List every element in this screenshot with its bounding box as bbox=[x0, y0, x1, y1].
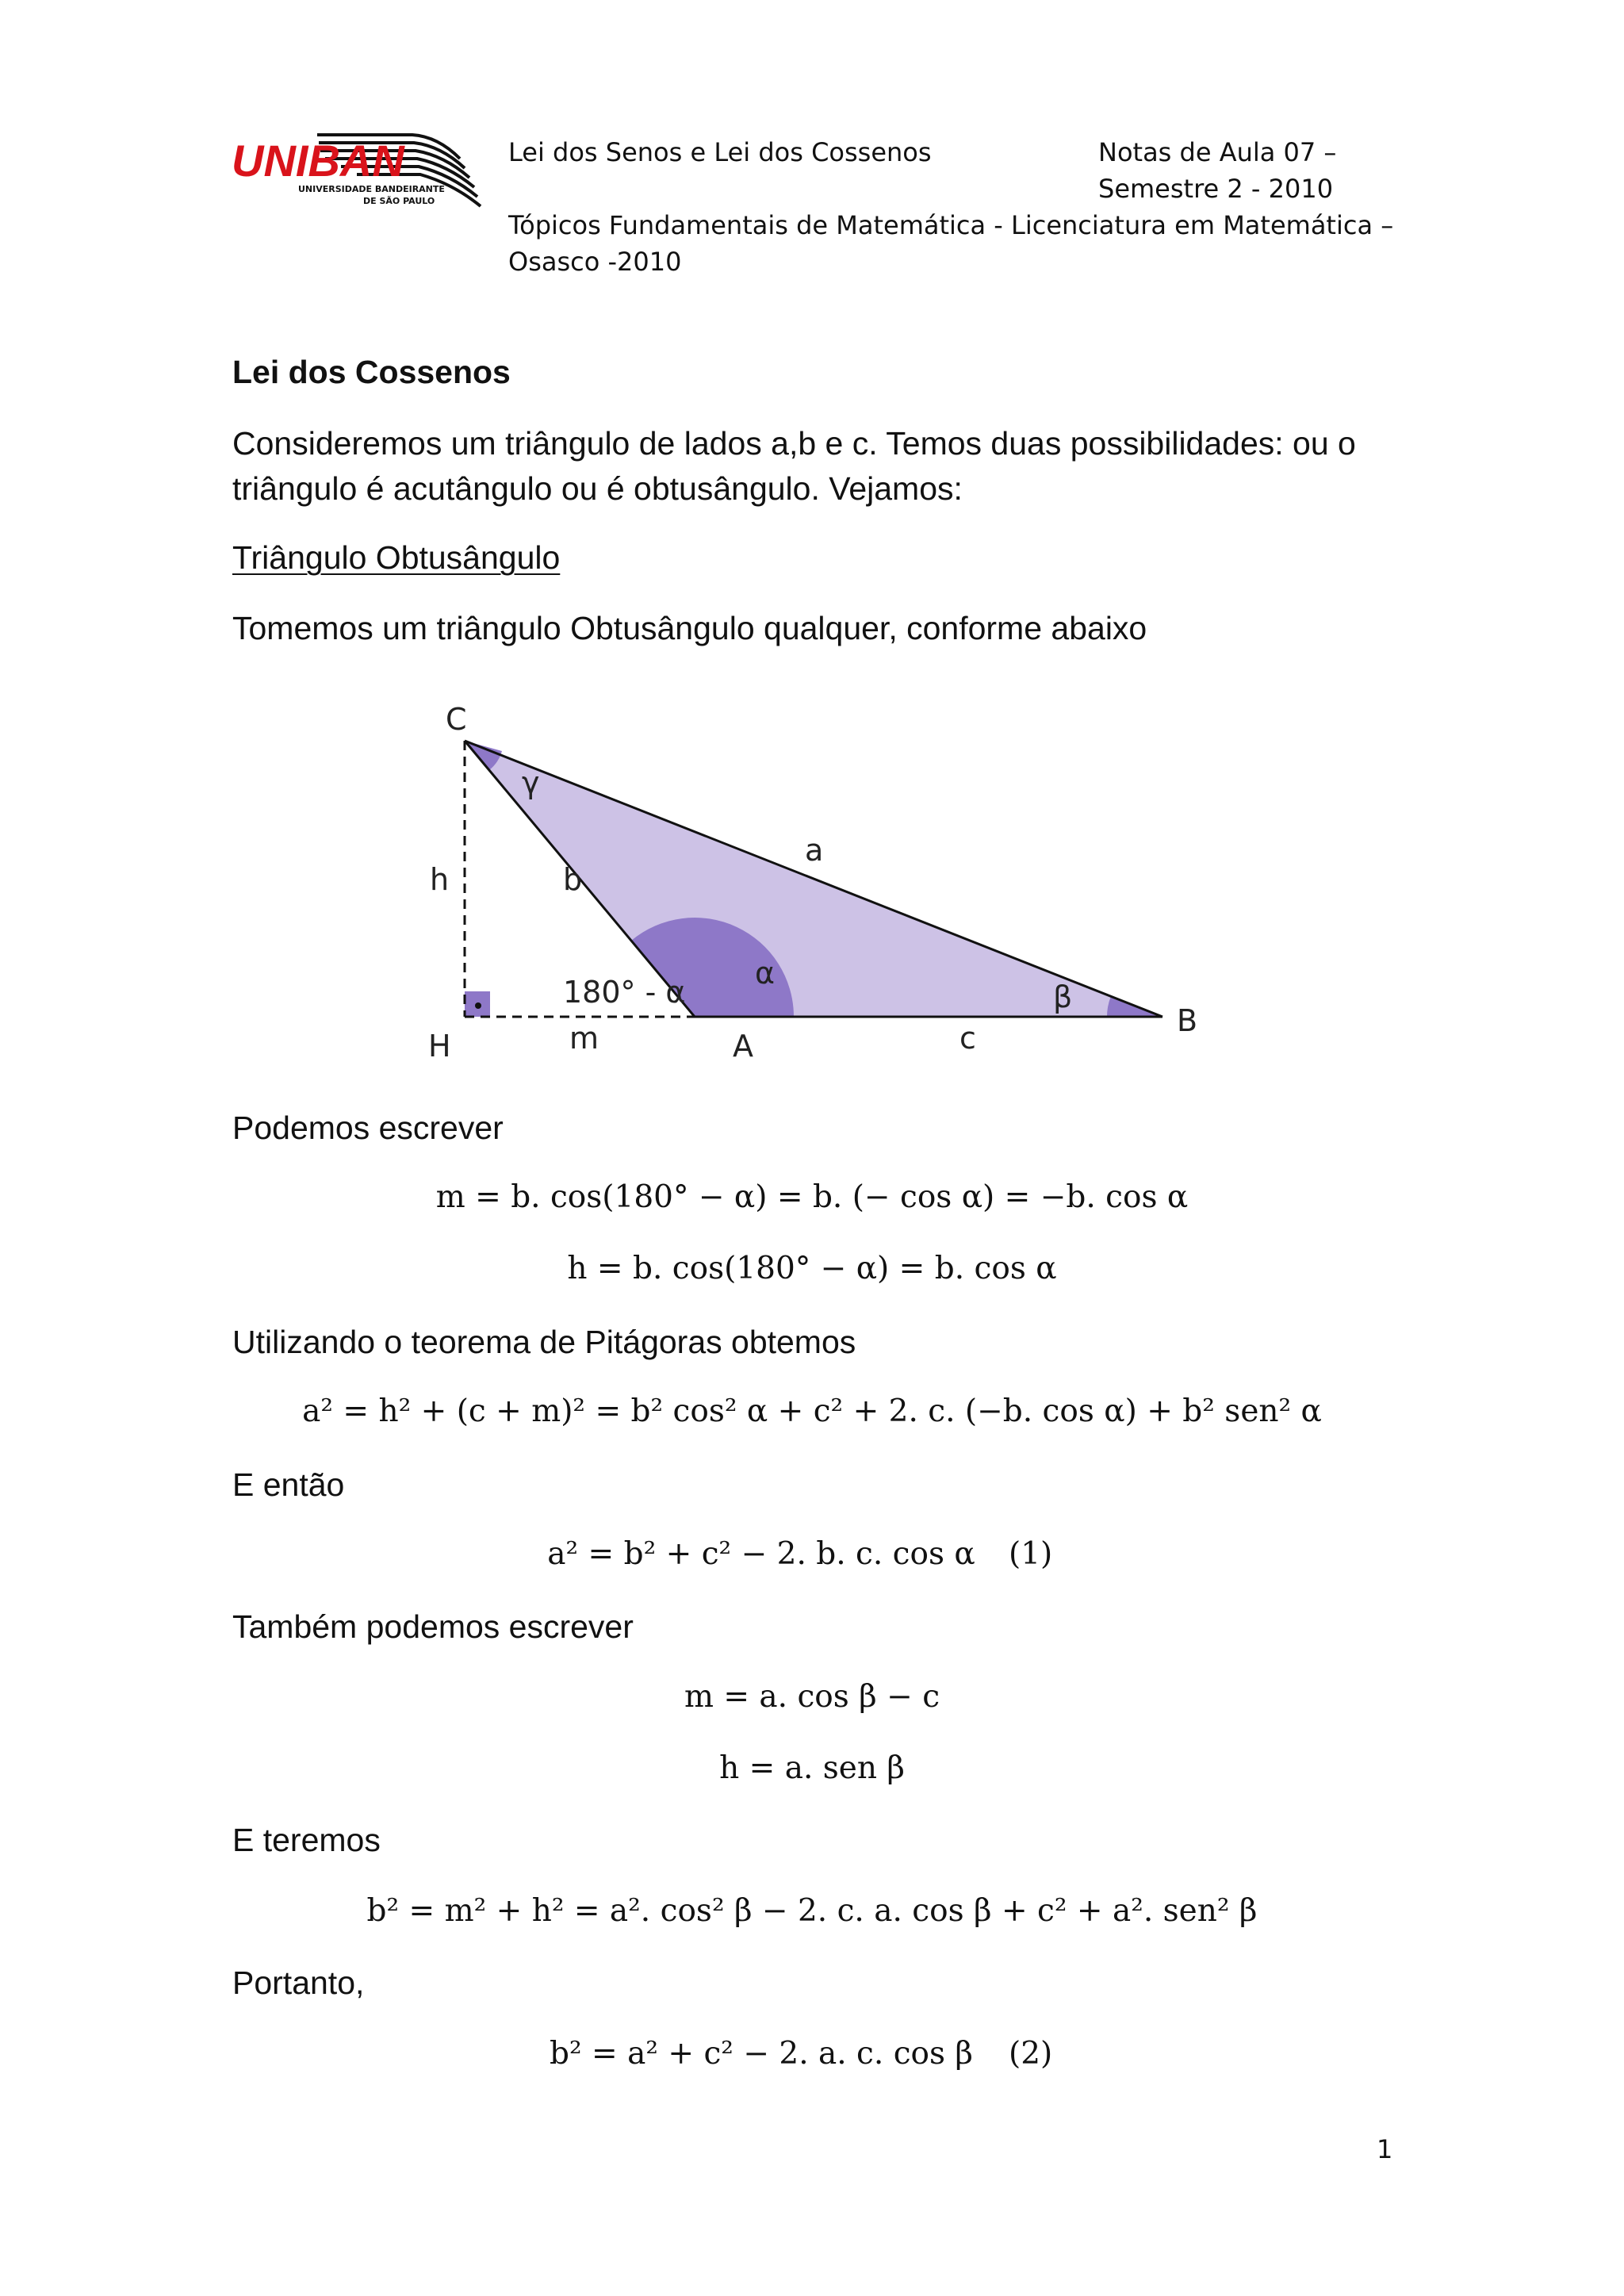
lead-paragraph: Tomemos um triângulo Obtusângulo qualquer, conforme abaixo bbox=[232, 610, 1147, 646]
header-course-line-1: Tópicos Fundamentais de Matemática - Licenciatura em Matemática – bbox=[508, 210, 1394, 240]
obtuse-triangle-svg bbox=[396, 690, 1237, 1071]
label-angle-alpha: α bbox=[755, 956, 776, 991]
header-notes-line-2: Semestre 2 - 2010 bbox=[1098, 174, 1334, 204]
equation-number-1: (1) bbox=[1009, 1536, 1053, 1572]
right-angle-dot bbox=[475, 1002, 481, 1009]
header-title: Lei dos Senos e Lei dos Cossenos bbox=[508, 137, 932, 167]
formula-h-obtuse: h = b. cos(180° − α) = b. cos α bbox=[567, 1251, 1057, 1286]
formula-m-obtuse: m = b. cos(180° − α) = b. (− cos α) = −b. cos α bbox=[435, 1179, 1189, 1215]
formula-pythagoras-a: a² = h² + (c + m)² = b² cos² α + c² + 2. c. (−b. cos α) + b² sen² α bbox=[302, 1393, 1322, 1429]
label-height-h: h bbox=[430, 862, 450, 897]
header-course-line-2: Osasco -2010 bbox=[508, 247, 682, 277]
page-number: 1 bbox=[1377, 2134, 1393, 2164]
label-vertex-H: H bbox=[428, 1029, 451, 1064]
formula-pythagoras-b: b² = m² + h² = a². cos² β − 2. c. a. cos β + c² + a². sen² β bbox=[366, 1893, 1258, 1929]
equation-number-2: (2) bbox=[1009, 2036, 1053, 2072]
logo-subtitle-2: DE SÃO PAULO bbox=[363, 196, 435, 206]
section-title: Lei dos Cossenos bbox=[232, 354, 511, 390]
formula-m-beta: m = a. cos β − c bbox=[684, 1679, 940, 1715]
uniban-logo bbox=[230, 127, 484, 214]
logo-brand: UNIBAN bbox=[232, 136, 404, 186]
label-angle-gamma: γ bbox=[522, 765, 540, 800]
paragraph-pitagoras: Utilizando o teorema de Pitágoras obtemos bbox=[232, 1324, 856, 1360]
label-vertex-A: A bbox=[733, 1029, 753, 1064]
paragraph-podemos-escrever: Podemos escrever bbox=[232, 1110, 504, 1146]
logo-subtitle-1: UNIVERSIDADE BANDEIRANTE bbox=[298, 184, 445, 194]
label-vertex-C: C bbox=[446, 702, 467, 737]
uniban-logo-graphic bbox=[230, 127, 484, 214]
subsection-title: Triângulo Obtusângulo bbox=[232, 539, 561, 576]
paragraph-e-entao: E então bbox=[232, 1466, 345, 1503]
paragraph-portanto: Portanto, bbox=[232, 1964, 365, 2001]
label-angle-beta: β bbox=[1053, 979, 1073, 1014]
label-supplementary-angle: 180° - α bbox=[563, 975, 686, 1010]
formula-law-of-cosines-1: a² = b² + c² − 2. b. c. cos α bbox=[547, 1536, 975, 1572]
paragraph-e-teremos: E teremos bbox=[232, 1822, 381, 1858]
obtuse-triangle-figure bbox=[396, 690, 1237, 1071]
header-notes-line-1: Notas de Aula 07 – bbox=[1098, 137, 1337, 167]
formula-law-of-cosines-2: b² = a² + c² − 2. a. c. cos β bbox=[550, 2036, 973, 2072]
label-side-b: b bbox=[563, 862, 583, 897]
intro-line-2: triângulo é acutângulo ou é obtusângulo. Vejamos: bbox=[232, 470, 963, 507]
label-segment-m: m bbox=[569, 1021, 599, 1056]
formula-h-beta: h = a. sen β bbox=[719, 1750, 905, 1786]
label-side-c: c bbox=[959, 1021, 976, 1056]
paragraph-tambem: Também podemos escrever bbox=[232, 1608, 634, 1645]
label-vertex-B: B bbox=[1177, 1003, 1198, 1038]
label-side-a: a bbox=[805, 833, 824, 868]
intro-line-1: Consideremos um triângulo de lados a,b e c. Temos duas possibilidades: ou o bbox=[232, 425, 1356, 462]
